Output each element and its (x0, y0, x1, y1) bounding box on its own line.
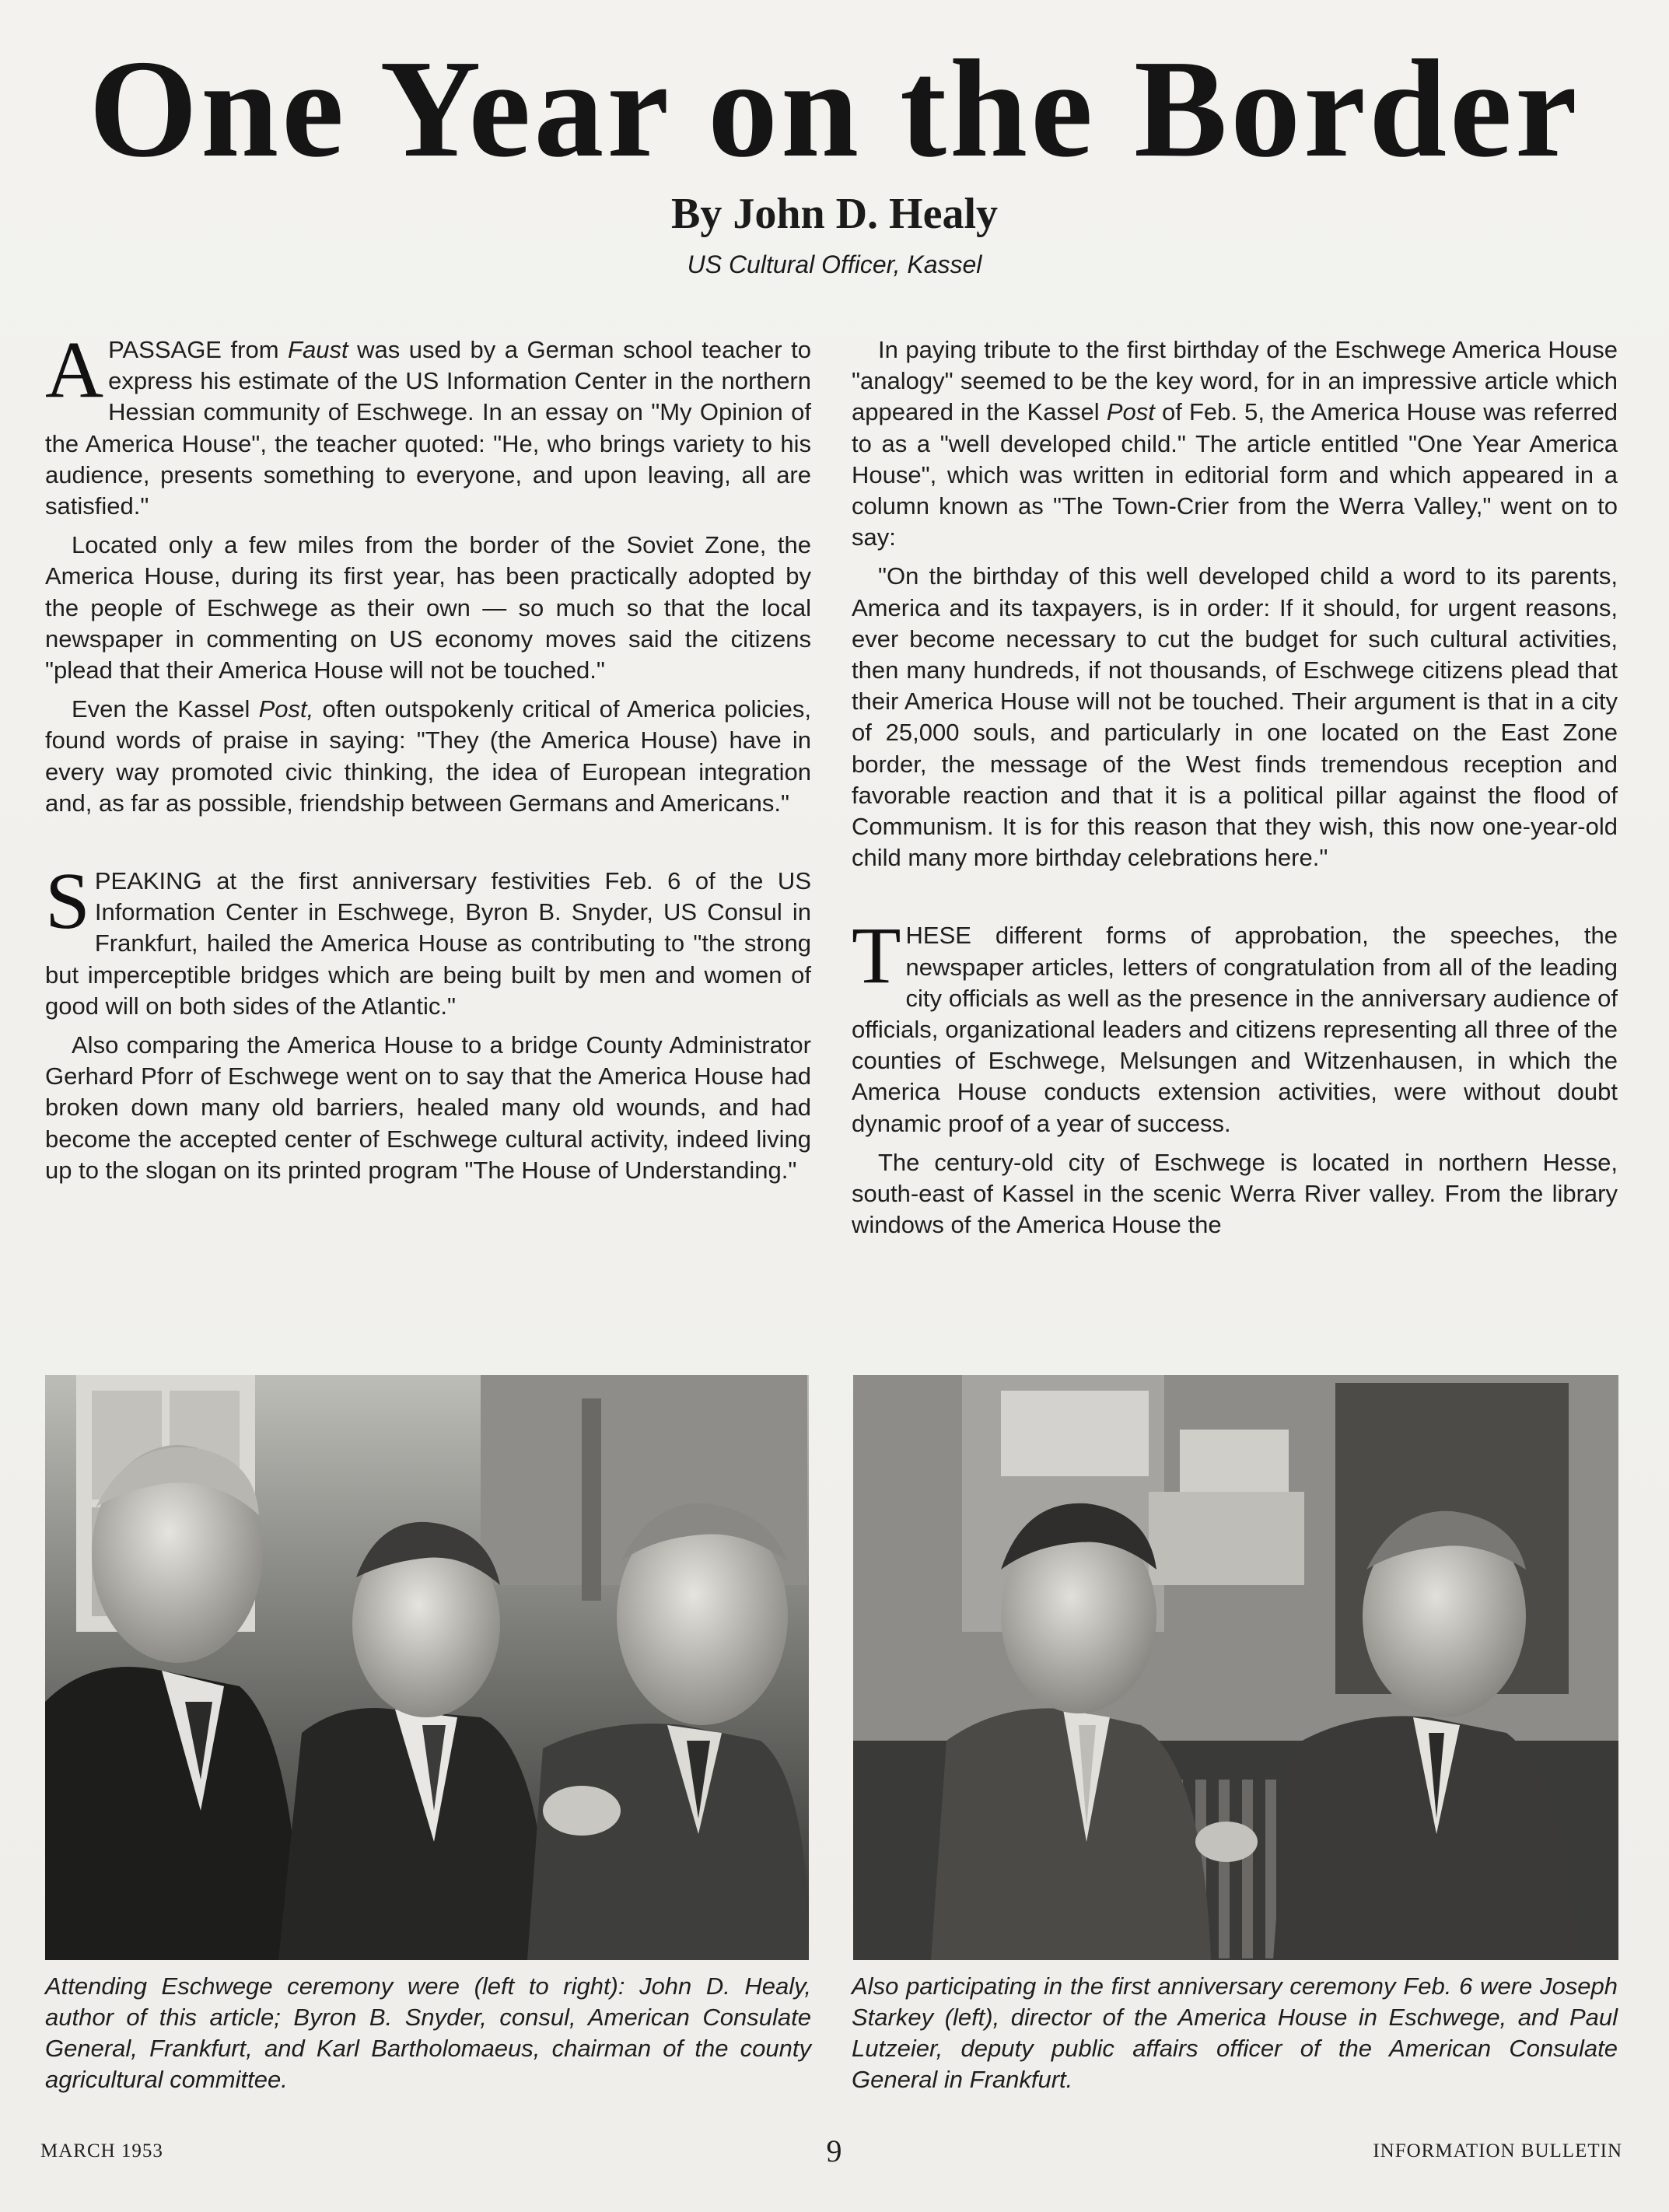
issue-date: MARCH 1953 (40, 2140, 163, 2161)
article-title: One Year on the Border (89, 31, 1580, 186)
paragraph: The century-old city of Eschwege is located in northern Hesse, south-east of Kassel in the scenic Werra River valley. From the library windows of the America House the (852, 1148, 1618, 1239)
page-number: 9 (826, 2133, 843, 2168)
drop-cap: A (45, 325, 104, 415)
paragraph: Located only a few miles from the border of the Soviet Zone, the America House, during its first year, has been practically adopted by the people of Eschwege as their own — so much so that the local newspaper in commenting on US economy moves said the citizens "plead that their America House will not be touched." (45, 531, 811, 684)
photo-caption-right: Also participating in the first anniversary ceremony Feb. 6 were Joseph Starkey (left), director of the America House in Eschwege, and Paul Lutzeier, deputy public affairs officer of the American Consulate General in Frankfurt. (852, 1972, 1618, 2093)
photo-image (45, 1375, 809, 1960)
paragraph: In paying tribute to the first birthday of the Eschwege America House "analogy" seemed to be the key word, for in an impressive article which appeared in the Kassel Post of Feb. 5, the America House was referred to as a "well developed child." The article entitled "One Year America House", which was written in editorial form and which appeared in a column known as "The Town-Crier from the Werra Valley," went on to say: (852, 336, 1618, 551)
paragraph: Also comparing the America House to a bridge County Administrator Gerhard Pforr of Eschwege went on to say that the America House had broken down many old barriers, healed many old wounds, and had become the accepted center of Eschwege cultural activity, indeed living up to the slogan on its printed program "The House of Understanding." (45, 1031, 811, 1184)
paragraph: THESE different forms of approbation, the speeches, the newspaper articles, letters of congratulation from all of the leading city officials as well as the presence in the anniversary audience of officials, organizational leaders and citizens representing all three of the counties of Eschwege, Melsungen and Witzenhausen, in which the America House conducts extension activities, were without doubt dynamic proof of a year of success. (852, 911, 1618, 1137)
drop-cap: T (852, 911, 901, 1001)
photo-caption-left: Attending Eschwege ceremony were (left to right): John D. Healy, author of this article; Byron B. Snyder, consul, American Consulate General, Frankfurt, and Karl Bartholomaeus, chairman of the county agricultural committee. (45, 1972, 811, 2093)
author-affiliation: US Cultural Officer, Kassel (687, 250, 982, 278)
publication-name: INFORMATION BULLETIN (1373, 2140, 1622, 2161)
paragraph: APASSAGE from Faust was used by a German school teacher to express his estimate of the US Information Center in the northern Hessian community of Eschwege. In an essay on "My Opinion of the America House", the teacher quoted: "He, who brings variety to his audience, presents something to everyone, and upon leaving, all are satisfied." (45, 325, 811, 520)
byline: By John D. Healy (670, 190, 999, 238)
photo-starkey-lutzeier (853, 1375, 1618, 1960)
left-column (45, 325, 811, 1194)
paragraph: Even the Kassel Post, often outspokenly critical of America policies, found words of praise in saying: "They (the America House) have in every way promoted civic thinking, the idea of European integration and, as far as possible, friendship between Germans and Americans." (45, 695, 811, 817)
paragraph: "On the birthday of this well developed child a word to its parents, America and its taxpayers, is in order: If it should, for urgent reasons, ever become necessary to cut the budget for such cultural activities, then many hundreds, if not thousands, of Eschwege citizens plead that their America House will not be touched. Their argument is that in a city of 25,000 souls, and particularly in one located on the East Zone border, the message of the West finds tremendous reception and favorable reaction and that it is a political pillar against the flood of Communism. It is for this reason that they wish, this now one-year-old child many more birthday celebrations here." (852, 562, 1618, 872)
paragraph: SPEAKING at the first anniversary festivities Feb. 6 of the US Information Center in Eschwege, Byron B. Snyder, US Consul in Frankfurt, hailed the America House as contributing to "the strong but imperceptible bridges which are being built by men and women of good will on both sides of the Atlantic." (45, 856, 811, 1020)
photo-image (853, 1375, 1618, 1960)
right-column (852, 334, 1618, 1248)
drop-cap: S (45, 856, 90, 947)
photo-ceremony-attendees (45, 1375, 809, 1960)
